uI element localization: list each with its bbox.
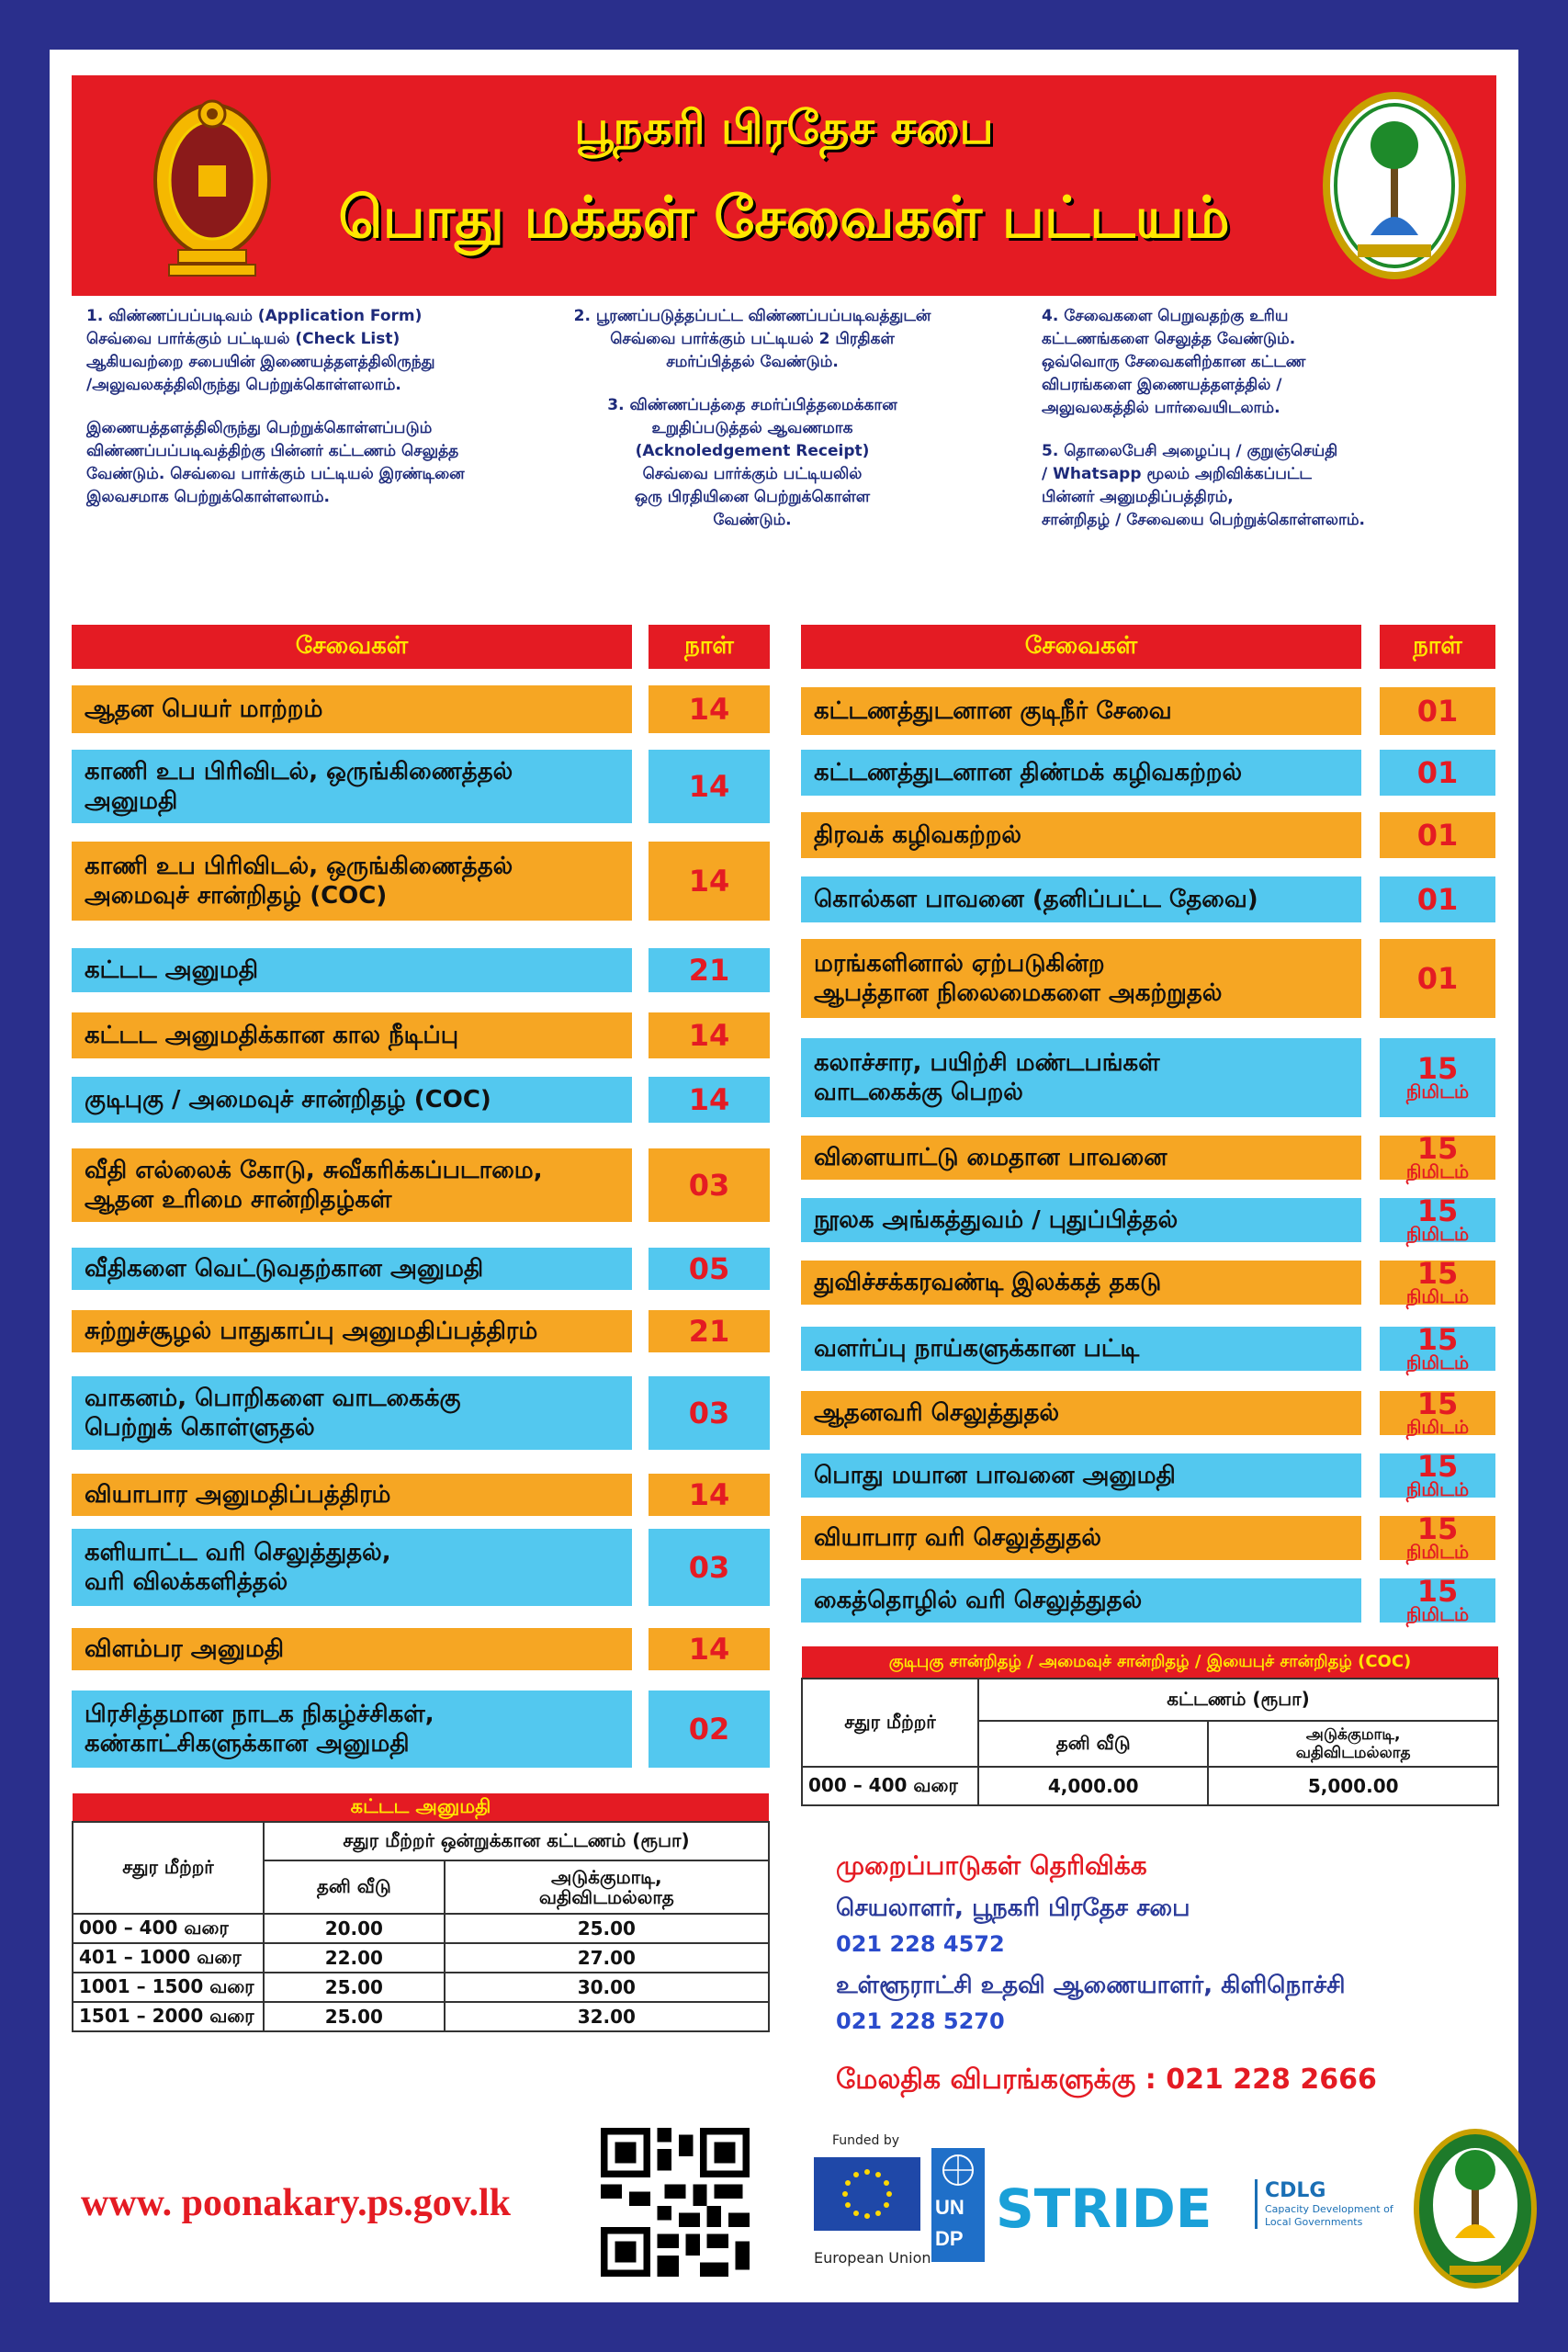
service-duration — [649, 1376, 770, 1450]
service-duration — [1380, 876, 1495, 922]
service-duration — [649, 1148, 770, 1222]
fee-cell-area: 1501 – 2000 வரை — [73, 2002, 264, 2031]
service-duration — [1380, 812, 1495, 858]
service-name: கலாச்சார, பயிற்சி மண்டபங்கள் வாடகைக்கு பெறல் — [801, 1038, 1361, 1117]
fee-row — [73, 2002, 769, 2031]
fee-cell-area: 000 – 400 வரை — [802, 1767, 978, 1805]
fee-cell-house: 25.00 — [264, 1973, 445, 2002]
service-duration — [649, 1474, 770, 1516]
col-fee: சதுர மீற்றர் ஒன்றுக்கான கட்டணம் (ரூபா) — [264, 1822, 769, 1860]
service-name: ஆதனவரி செலுத்துதல் — [801, 1391, 1361, 1435]
duration-value: 15 — [1416, 1131, 1459, 1166]
service-name: திரவக் கழிவகற்றல் — [801, 812, 1361, 858]
fee-cell-house: 22.00 — [264, 1943, 445, 1973]
service-name: நூலக அங்கத்துவம் / புதுப்பித்தல் — [801, 1198, 1361, 1242]
fee-cell-house: 20.00 — [264, 1914, 445, 1943]
duration-value: 14 — [688, 1082, 730, 1117]
complaints-heading: முறைப்பாடுகள் தெரிவிக்க — [836, 1850, 1147, 1881]
pradeshiya-sabha-seal-icon — [1413, 2128, 1538, 2290]
instruction-3: 3. விண்ணப்பத்தை சமர்ப்பித்தமைக்கான உறுதிப்படுத்தல் ஆவணமாக (Acknoledgement Receipt) செவ்வை பார்க்கும் பட்டியலில் ஒரு பிரதியினை பெற்றுக்கொள்ள வேண்டும். — [607, 396, 897, 529]
service-duration — [649, 842, 770, 921]
days-header-right: நாள் — [1380, 625, 1495, 669]
duration-unit: நிமிடம் — [1405, 1080, 1470, 1102]
service-name: கட்டணத்துடனான குடிநீர் சேவை — [801, 687, 1361, 735]
contact-secretary: செயலாளர், பூநகரி பிரதேச சபை — [836, 1894, 1190, 1922]
duration-value: 01 — [1416, 882, 1459, 917]
service-duration — [1380, 1193, 1495, 1245]
fee-cell-other: 27.00 — [445, 1943, 769, 1973]
duration-unit: நிமிடம் — [1405, 1160, 1470, 1182]
duration-unit: நிமிடம் — [1405, 1541, 1470, 1563]
duration-value: 15 — [1416, 1256, 1459, 1291]
service-duration — [1380, 1256, 1495, 1307]
duration-value: 05 — [688, 1251, 730, 1286]
duration-value: 15 — [1416, 1322, 1459, 1357]
duration-value: 03 — [688, 1396, 730, 1430]
phone-secretary[interactable]: 021 228 4572 — [836, 1931, 1005, 1957]
service-name: வாகனம், பொறிகளை வாடகைக்கு பெற்றுக் கொள்ளுதல் — [72, 1376, 632, 1450]
service-name: கட்டட அனுமதிக்கான கால நீடிப்பு — [72, 1012, 632, 1058]
instruction-5: 5. தொலைபேசி அழைப்பு / குறுஞ்செய்தி / Whatsapp மூலம் அறிவிக்கப்பட்ட பின்னர் அனுமதிப்பத்திரம், சான்றிதழ் / சேவையை பெற்றுக்கொள்ளலாம். — [1042, 442, 1365, 529]
services-header-right: சேவைகள் — [801, 625, 1361, 669]
duration-value: 15 — [1416, 1193, 1459, 1228]
duration-unit: நிமிடம் — [1405, 1416, 1470, 1438]
service-duration — [1380, 1511, 1495, 1563]
col-house: தனி வீடு — [978, 1721, 1208, 1767]
service-name: துவிச்சக்கரவண்டி இலக்கத் தகடு — [801, 1261, 1361, 1305]
coc-fee-table — [801, 1646, 1499, 1806]
duration-value: 03 — [688, 1550, 730, 1585]
fee-row — [73, 1943, 769, 1973]
col-other: அடுக்குமாடி, வதிவிடமல்லாத — [445, 1860, 769, 1914]
service-duration — [1380, 750, 1495, 796]
instruction-4: 4. சேவைகளை பெறுவதற்கு உரிய கட்டணங்களை செலுத்த வேண்டும். ஒவ்வொரு சேவைகளிற்கான கட்டண விபரங்களை இணையத்தளத்தில் / அலுவலகத்தில் பார்வையிடலாம். — [1042, 307, 1306, 417]
col-other: அடுக்குமாடி, வதிவிடமல்லாத — [1208, 1721, 1498, 1767]
fee-cell-other: 30.00 — [445, 1973, 769, 2002]
cdlg-subtitle: Capacity Development of Local Governments — [1265, 2203, 1393, 2228]
duration-value: 14 — [688, 1632, 730, 1667]
pradeshiya-sabha-logo-icon — [1321, 88, 1468, 283]
col-area: சதுர மீற்றர் — [802, 1679, 978, 1767]
building-permit-fee-table — [72, 1793, 770, 2032]
service-name: சுற்றுச்சூழல் பாதுகாப்பு அனுமதிப்பத்திரம் — [72, 1310, 632, 1352]
service-name: மரங்களினால் ஏற்படுகின்ற ஆபத்தான நிலைமைகளை அகற்றுதல் — [801, 939, 1361, 1018]
fee-table-title: கட்டட அனுமதி — [73, 1793, 769, 1822]
service-name: வியாபார வரி செலுத்துதல் — [801, 1516, 1361, 1560]
svg-text:UN: UN — [935, 2196, 964, 2219]
duration-value: 14 — [688, 864, 730, 899]
duration-value: 03 — [688, 1168, 730, 1203]
service-duration — [1380, 939, 1495, 1018]
service-name: கொல்கள பாவனை (தனிப்பட்ட தேவை) — [801, 876, 1361, 922]
fee-cell-house: 25.00 — [264, 2002, 445, 2031]
service-name: களியாட்ட வரி செலுத்துதல், வரி விலக்களித்தல் — [72, 1529, 632, 1606]
eu-label: European Union — [814, 2249, 931, 2267]
duration-value: 01 — [1416, 961, 1459, 996]
duration-value: 14 — [688, 692, 730, 727]
days-header-left: நாள் — [649, 625, 770, 669]
service-name: வியாபார அனுமதிப்பத்திரம் — [72, 1474, 632, 1516]
duration-value: 01 — [1416, 818, 1459, 853]
duration-value: 15 — [1416, 1449, 1459, 1484]
service-duration — [1380, 1322, 1495, 1374]
duration-unit: நிமிடம் — [1405, 1351, 1470, 1374]
stride-logo: STRIDE — [996, 2177, 1213, 2240]
charter-title: பொது மக்கள் சேவைகள் பட்டயம் — [338, 184, 1230, 251]
service-name: காணி உப பிரிவிடல், ஒருங்கிணைத்தல் அனுமதி — [72, 750, 632, 823]
service-duration — [649, 1529, 770, 1606]
service-duration — [649, 1248, 770, 1290]
service-duration — [649, 1077, 770, 1123]
instruction-1-note: இணையத்தளத்திலிருந்து பெற்றுக்கொள்ளப்படும் விண்ணப்பப்படிவத்திற்கு பின்னர் கட்டணம் செலுத்த வேண்டும். செவ்வை பார்க்கும் பட்டியல் இரண்டினை இலவசமாக பெற்றுக்கொள்ளலாம். — [86, 419, 465, 506]
instruction-1: 1. விண்ணப்பப்படிவம் (Application Form) செவ்வை பார்க்கும் பட்டியல் (Check List) ஆகியவற்றை சபையின் இணையத்தளத்திலிருந்து /அலுவலகத்திலிருந்து பெற்றுக்கொள்ளலாம். — [86, 307, 435, 394]
qr-code-icon[interactable] — [601, 2128, 750, 2277]
service-name: பொது மயான பாவனை அனுமதி — [801, 1453, 1361, 1498]
fee-row — [73, 1973, 769, 2002]
col-fee: கட்டணம் (ரூபா) — [978, 1679, 1498, 1721]
council-title: பூநகரி பிரதேச சபை — [574, 101, 994, 154]
instruction-2: 2. பூரணப்படுத்தப்பட்ட விண்ணப்பப்படிவத்துடன் செவ்வை பார்க்கும் பட்டியல் 2 பிரதிகள் சமர்ப்பித்தல் வேண்டும். — [573, 307, 931, 371]
service-name: பிரசித்தமான நாடக நிகழ்ச்சிகள், கண்காட்சிகளுக்கான அனுமதி — [72, 1690, 632, 1768]
duration-value: 01 — [1416, 755, 1459, 790]
service-name: விளையாட்டு மைதான பாவனை — [801, 1136, 1361, 1180]
services-header-left: சேவைகள் — [72, 625, 632, 669]
service-duration — [1380, 687, 1495, 735]
fee-cell-area: 000 – 400 வரை — [73, 1914, 264, 1943]
duration-unit: நிமிடம் — [1405, 1603, 1470, 1625]
instructions-column-3 — [1042, 305, 1501, 552]
service-duration — [1380, 1449, 1495, 1500]
duration-value: 15 — [1416, 1511, 1459, 1546]
header-banner — [72, 75, 1496, 296]
instructions-column-1 — [86, 305, 601, 529]
fee-row — [802, 1767, 1498, 1805]
cdlg-title: CDLG — [1265, 2179, 1326, 2202]
service-name: காணி உப பிரிவிடல், ஒருங்கிணைத்தல் அமைவுச் சான்றிதழ் (COC) — [72, 842, 632, 921]
service-duration — [649, 750, 770, 823]
duration-value: 15 — [1416, 1386, 1459, 1421]
duration-value: 14 — [688, 1018, 730, 1053]
service-duration — [1380, 1574, 1495, 1625]
website-link[interactable]: www. poonakary.ps.gov.lk — [81, 2182, 511, 2224]
service-name: ஆதன பெயர் மாற்றம் — [72, 685, 632, 733]
service-name: வீதிகளை வெட்டுவதற்கான அனுமதி — [72, 1248, 632, 1290]
service-duration — [649, 1310, 770, 1352]
contact-assistant-commissioner: உள்ளூராட்சி உதவி ஆணையாளர், கிளிநொச்சி — [836, 1972, 1346, 1999]
duration-value: 01 — [1416, 694, 1459, 729]
duration-unit: நிமிடம் — [1405, 1223, 1470, 1245]
instructions-column-2 — [546, 305, 959, 552]
fee-cell-other: 32.00 — [445, 2002, 769, 2031]
service-duration — [649, 1628, 770, 1670]
duration-unit: நிமிடம் — [1405, 1478, 1470, 1500]
fee-cell-area: 401 – 1000 வரை — [73, 1943, 264, 1973]
col-house: தனி வீடு — [264, 1860, 445, 1914]
service-name: வளர்ப்பு நாய்களுக்கான பட்டி — [801, 1327, 1361, 1371]
service-name: குடிபுகு / அமைவுச் சான்றிதழ் (COC) — [72, 1077, 632, 1123]
cdlg-logo — [1255, 2179, 1408, 2229]
service-duration — [649, 1012, 770, 1058]
service-duration — [1380, 1038, 1495, 1117]
duration-value: 02 — [688, 1712, 730, 1747]
phone-assistant-commissioner[interactable]: 021 228 5270 — [836, 2008, 1005, 2034]
more-info-line: மேலதிக விபரங்களுக்கு : 021 228 2666 — [836, 2064, 1377, 2096]
service-name: விளம்பர அனுமதி — [72, 1628, 632, 1670]
undp-logo-icon — [931, 2148, 985, 2262]
service-name: கட்டணத்துடனான திண்மக் கழிவகற்றல் — [801, 750, 1361, 796]
duration-value: 15 — [1416, 1574, 1459, 1609]
svg-text:DP: DP — [935, 2227, 964, 2250]
col-area: சதுர மீற்றர் — [73, 1822, 264, 1914]
service-duration — [649, 1690, 770, 1768]
duration-value: 21 — [688, 953, 730, 988]
duration-value: 15 — [1416, 1051, 1459, 1086]
service-duration — [1380, 1131, 1495, 1182]
fee-row — [73, 1914, 769, 1943]
service-name: வீதி எல்லைக் கோடு, சுவீகரிக்கப்படாமை, ஆதன உரிமை சான்றிதழ்கள் — [72, 1148, 632, 1222]
fee-cell-area: 1001 – 1500 வரை — [73, 1973, 264, 2002]
duration-unit: நிமிடம் — [1405, 1285, 1470, 1307]
fee-cell-other: 5,000.00 — [1208, 1767, 1498, 1805]
eu-flag-icon — [814, 2157, 920, 2231]
service-duration — [649, 948, 770, 992]
charter-sheet — [50, 50, 1518, 2302]
service-duration — [649, 685, 770, 733]
duration-value: 14 — [688, 1477, 730, 1512]
fee-cell-house: 4,000.00 — [978, 1767, 1208, 1805]
service-duration — [1380, 1386, 1495, 1438]
fee-table-title: குடிபுகு சான்றிதழ் / அமைவுச் சான்றிதழ் / இயைபுச் சான்றிதழ் (COC) — [802, 1646, 1498, 1679]
funded-by-label: Funded by — [832, 2133, 900, 2148]
duration-value: 21 — [688, 1314, 730, 1349]
service-name: கைத்தொழில் வரி செலுத்துதல் — [801, 1578, 1361, 1623]
fee-cell-other: 25.00 — [445, 1914, 769, 1943]
service-name: கட்டட அனுமதி — [72, 948, 632, 992]
duration-value: 14 — [688, 769, 730, 804]
